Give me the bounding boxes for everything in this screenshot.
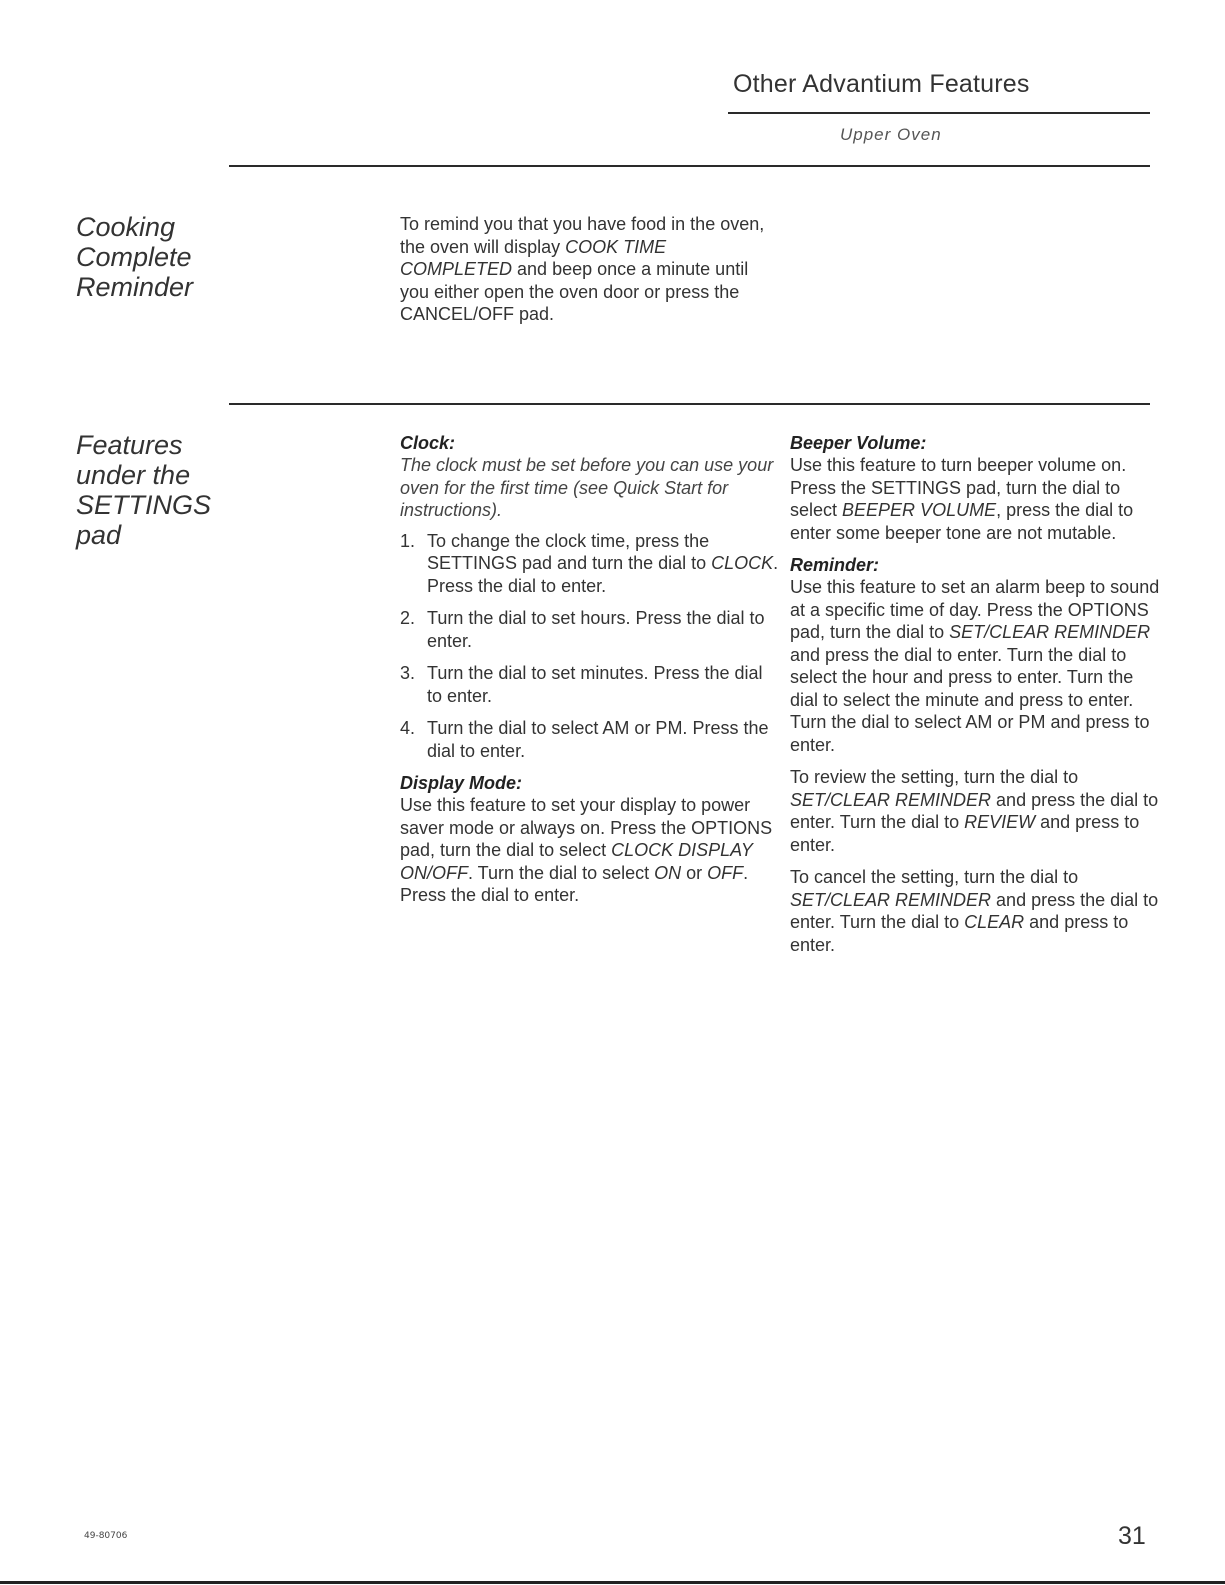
list-item: 3. Turn the dial to set minutes. Press the dial to enter.: [400, 663, 763, 706]
reminder-set-text: Use this feature to set an alarm beep to sound at a specific time of day. Press the OPTIONS pad, turn the dial to SET/CLEAR REMINDER and press the dial to enter. Turn the dial to select the hour and press to enter. Turn the dial to select the minute and press to enter. Turn the dial to select AM or PM and press to enter.: [790, 577, 1160, 755]
section-heading-cooking-complete: Cooking Complete Reminder: [76, 212, 194, 302]
page-title: Other Advantium Features: [733, 70, 1030, 98]
reminder-review-text: To review the setting, turn the dial to SET/CLEAR REMINDER and press the dial to enter. Turn the dial to REVIEW and press to enter.: [790, 767, 1159, 855]
display-mode-section: [400, 772, 780, 907]
display-mode-text: Use this feature to set your display to power saver mode or always on. Press the OPTIONS pad, turn the dial to select CLOCK DISPLAY ON/OFF. Turn the dial to select ON or OFF. Press the dial to enter.: [400, 795, 773, 905]
section-divider: [229, 403, 1150, 405]
reminder-cancel-text: To cancel the setting, turn the dial to SET/CLEAR REMINDER and press the dial to enter. Turn the dial to CLEAR and press to enter.: [790, 867, 1159, 955]
clock-note: The clock must be set before you can use your oven for the first time (see Quick Start for instructions).: [400, 455, 774, 520]
list-item: 2. Turn the dial to set hours. Press the dial to enter.: [400, 608, 765, 651]
beeper-volume-section: [790, 432, 1160, 544]
display-mode-heading: Display Mode:: [400, 773, 523, 793]
list-item: 1. To change the clock time, press the SETTINGS pad and turn the dial to CLOCK. Press the dial to enter.: [400, 530, 779, 596]
reminder-heading: Reminder:: [790, 555, 880, 575]
clock-section: [400, 432, 780, 762]
page-number: 31: [1118, 1522, 1146, 1550]
settings-right-column: [790, 432, 1160, 966]
beeper-volume-heading: Beeper Volume:: [790, 433, 927, 453]
page-subtitle: Upper Oven: [840, 125, 942, 144]
clock-steps: [400, 530, 780, 763]
list-item: 4. Turn the dial to select AM or PM. Press the dial to enter.: [400, 718, 769, 761]
beeper-volume-text: Use this feature to turn beeper volume on. Press the SETTINGS pad, turn the dial to select BEEPER VOLUME, press the dial to enter some beeper tone are not mutable.: [790, 455, 1134, 543]
clock-heading: Clock:: [400, 433, 456, 453]
cooking-complete-text: To remind you that you have food in the oven, the oven will display COOK TIME COMPLETED and beep once a minute until you either open the oven door or press the CANCEL/OFF pad.: [400, 214, 765, 324]
bottom-edge-line: [0, 1581, 1225, 1584]
header-divider: [728, 112, 1150, 114]
document-code: 49-80706: [84, 1531, 128, 1541]
reminder-section: [790, 554, 1160, 956]
section-heading-settings: Features under the SETTINGS pad: [76, 430, 212, 550]
section-divider: [229, 165, 1150, 167]
settings-left-column: [400, 432, 780, 917]
